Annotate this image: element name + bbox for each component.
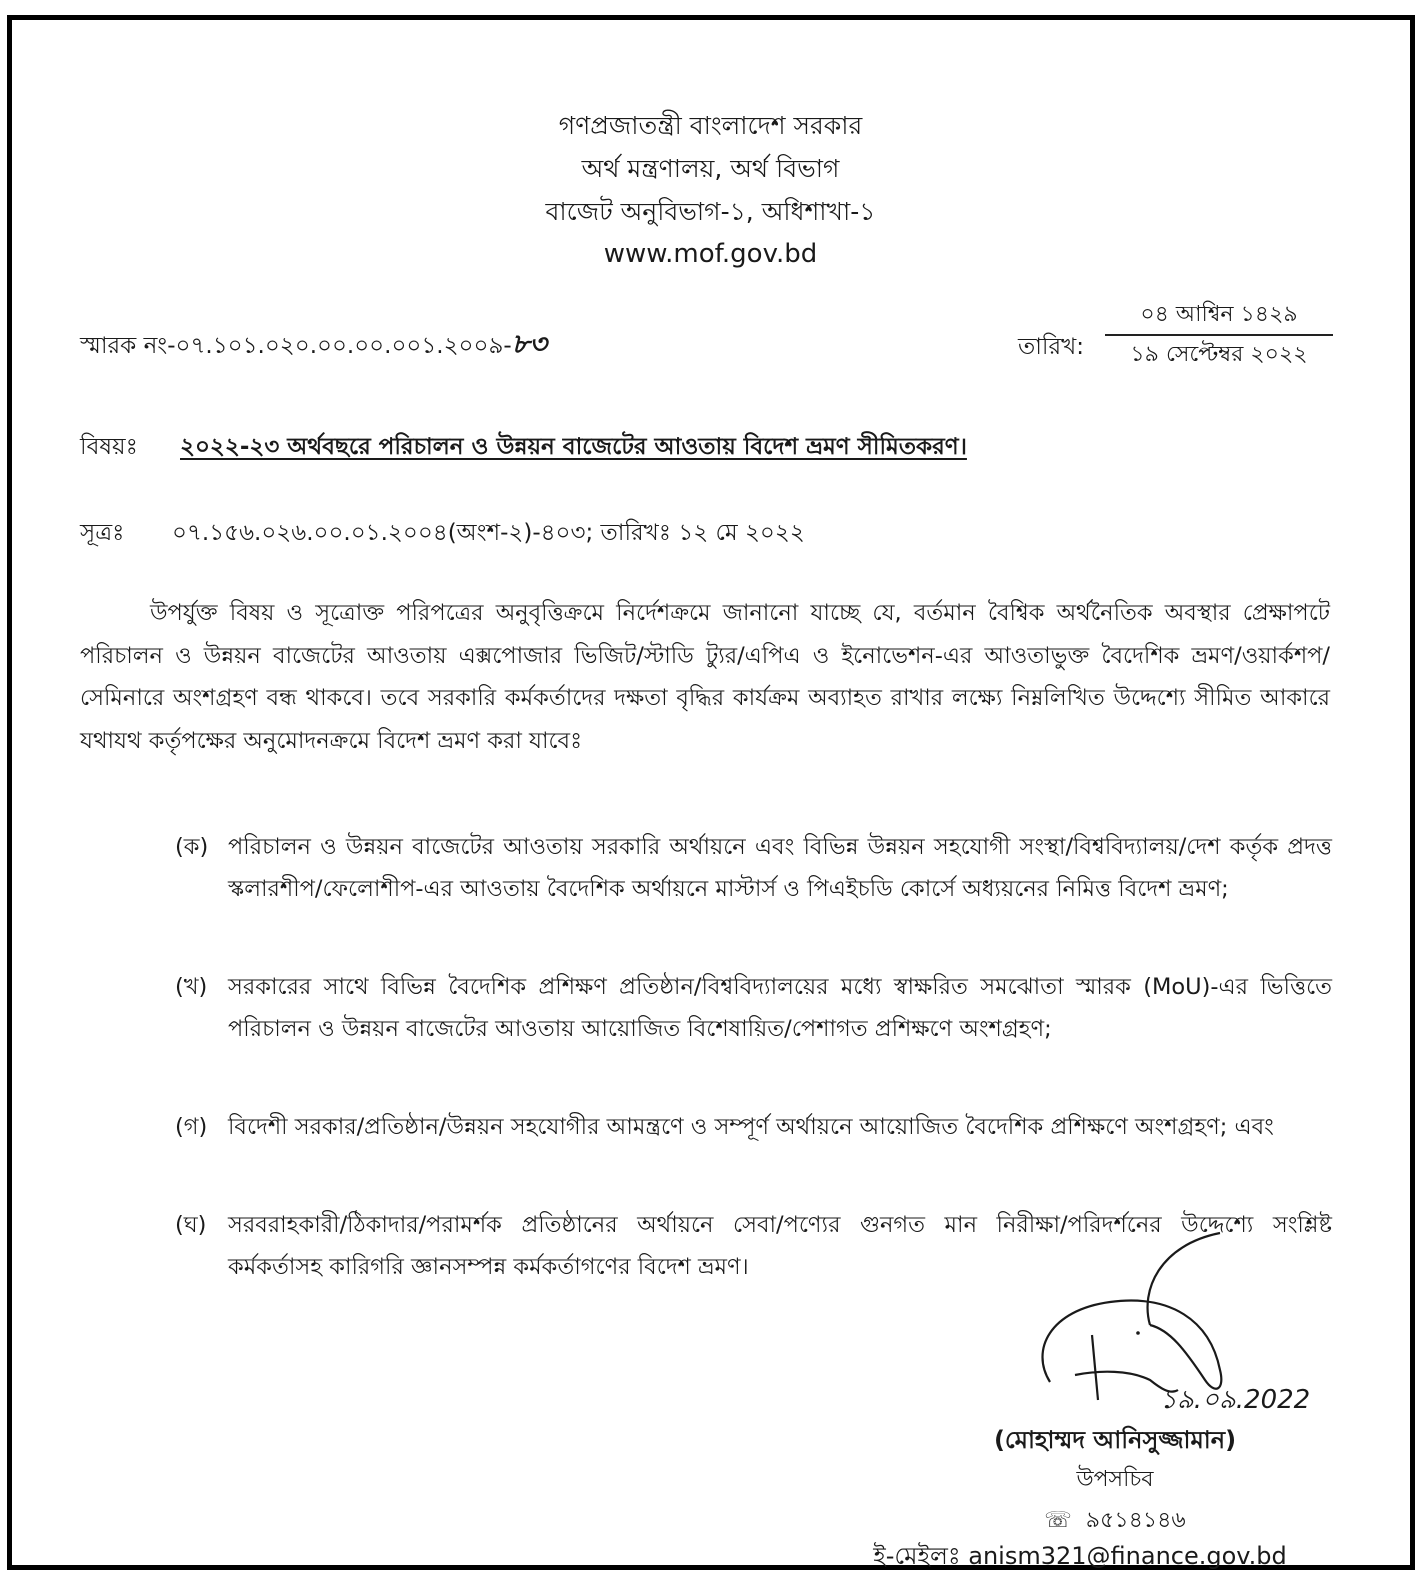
reference-text: ০৭.১৫৬.০২৬.০০.০১.২০০৪(অংশ-২)-৪০৩; তারিখঃ ১২ মে ২০২২	[172, 520, 805, 546]
email-address[interactable]: anism321@finance.gov.bd	[968, 1542, 1287, 1570]
signature-dot	[1136, 1331, 1140, 1335]
memo-label: স্মারক নং-০৭.১০১.০২০.০০.০০.০০১.২০০৯-	[80, 333, 512, 359]
list-item-text: বিদেশী সরকার/প্রতিষ্ঠান/উন্নয়ন সহযোগীর আমন্ত্রণে ও সম্পূর্ণ অর্থায়নে আয়োজিত বৈদেশিক প্রশিক্ষণে অংশগ্রহণ; এবং	[228, 1114, 1274, 1140]
body-paragraph: উপর্যুক্ত বিষয় ও সূত্রোক্ত পরিপত্রের অনুবৃত্তিক্রমে নির্দেশক্রমে জানানো যাচ্ছে যে, বর্তমান বৈশ্বিক অর্থনৈতিক অবস্থার প্রেক্ষাপটে পরিচালন ও উন্নয়ন বাজেটের আওতায় এক্সপোজার ভিজিট/স্টাডি ট্যুর/এপিএ ও ইনোভেশন-এর আওতাভুক্ত বৈদেশিক ভ্রমণ/ওয়ার্কশপ/সেমিনারে অংশগ্রহণ বন্ধ থাকবে। তবে সরকারি কর্মকর্তাদের দক্ষতা বৃদ্ধির কার্যক্রম অব্যাহত রাখার লক্ষ্যে নিম্নলিখিত উদ্দেশ্যে সীমিত আকারে যথাযথ কর্তৃপক্ষের অনুমোদনক্রমে বিদেশ ভ্রমণ করা যাবেঃ	[80, 600, 1330, 754]
signatory-name: (মোহাম্মদ আনিসুজ্জামান)	[993, 1426, 1237, 1454]
list-item-marker: (গ)	[175, 1114, 208, 1140]
memo-number	[80, 324, 547, 369]
government-name: গণপ্রজাতন্ত্রী বাংলাদেশ সরকার	[558, 111, 863, 140]
list-item-marker: (ঘ)	[175, 1212, 207, 1238]
list-item-text: পরিচালন ও উন্নয়ন বাজেটের আওতায় সরকারি অর্থায়নে এবং বিভিন্ন উন্নয়ন সহযোগী সংস্থা/বিশ্ববিদ্যালয়/দেশ কর্তৃক প্রদত্ত স্কলারশীপ/ফেলোশীপ-এর আওতায় বৈদেশিক অর্থায়নে মাস্টার্স ও পিএইচডি কোর্সে অধ্যয়নের নিমিত্ত বিদেশ ভ্রমণ;	[228, 834, 1332, 902]
date-block	[1018, 298, 1318, 378]
subject-label: বিষয়ঃ	[80, 434, 138, 460]
subject-text: ২০২২-২৩ অর্থবছরে পরিচালন ও উন্নয়ন বাজেটের আওতায় বিদেশ ভ্রমণ সীমিতকরণ।	[180, 434, 967, 460]
reference-line	[80, 514, 805, 553]
date-gregorian-calendar: ১৯ সেপ্টেম্বর ২০২২	[1130, 342, 1308, 367]
signatory-email	[830, 1538, 1330, 1578]
handwritten-signature	[1010, 1230, 1340, 1420]
list-item	[175, 1106, 1332, 1148]
list-item-text: সরকারের সাথে বিভিন্ন বৈদেশিক প্রশিক্ষণ প্রতিষ্ঠান/বিশ্ববিদ্যালয়ের মধ্যে স্বাক্ষরিত সমঝোতা স্মারক (MoU)-এর ভিত্তিতে পরিচালন ও উন্নয়ন বাজেটের আওতায় আয়োজিত বিশেষায়িত/পেশাগত প্রশিক্ষণে অংশগ্রহণ;	[228, 974, 1332, 1042]
signature-loop	[1043, 1301, 1222, 1389]
date-bengali-calendar: ০৪ আশ্বিন ১৪২৯	[1140, 302, 1298, 327]
date-divider	[1105, 334, 1333, 336]
memo-handwritten-suffix: ৮৩	[511, 329, 547, 360]
signatory-designation: উপসচিব	[1076, 1467, 1154, 1492]
list-item	[175, 966, 1332, 1050]
reference-label: সূত্রঃ	[80, 520, 125, 546]
website-link[interactable]: www.mof.gov.bd	[603, 239, 818, 269]
date-label: তারিখ:	[1018, 334, 1085, 360]
list-item-text: সরবরাহকারী/ঠিকাদার/পরামর্শক প্রতিষ্ঠানের অর্থায়নে সেবা/পণ্যের গুনগত মান নিরীক্ষা/পরিদর্শনের উদ্দেশ্যে সংশ্লিষ্ট কর্মকর্তাসহ কারিগরি জ্ঞানসম্পন্ন কর্মকর্তাগণের বিদেশ ভ্রমণ।	[228, 1212, 1332, 1280]
phone-number: ৯৫১৪১৪৬	[1085, 1508, 1186, 1533]
list-item	[175, 826, 1332, 910]
signatory-phone	[900, 1503, 1330, 1540]
signature-handwritten-date: ১৯.০৯.2022	[1160, 1385, 1311, 1415]
telephone-icon: ☏	[1044, 1508, 1072, 1533]
list-item-marker: (ক)	[175, 834, 209, 860]
email-label: ই-মেইলঃ	[873, 1542, 961, 1570]
list-item-marker: (খ)	[175, 974, 208, 1000]
subject-line	[80, 428, 967, 467]
letterhead	[0, 104, 1421, 276]
date-fraction	[1105, 298, 1333, 372]
wing-name: বাজেট অনুবিভাগ-১, অধিশাখা-১	[545, 197, 876, 226]
signature-tail	[1148, 1233, 1220, 1325]
ministry-name: অর্থ মন্ত্রণালয়, অর্থ বিভাগ	[581, 154, 840, 183]
